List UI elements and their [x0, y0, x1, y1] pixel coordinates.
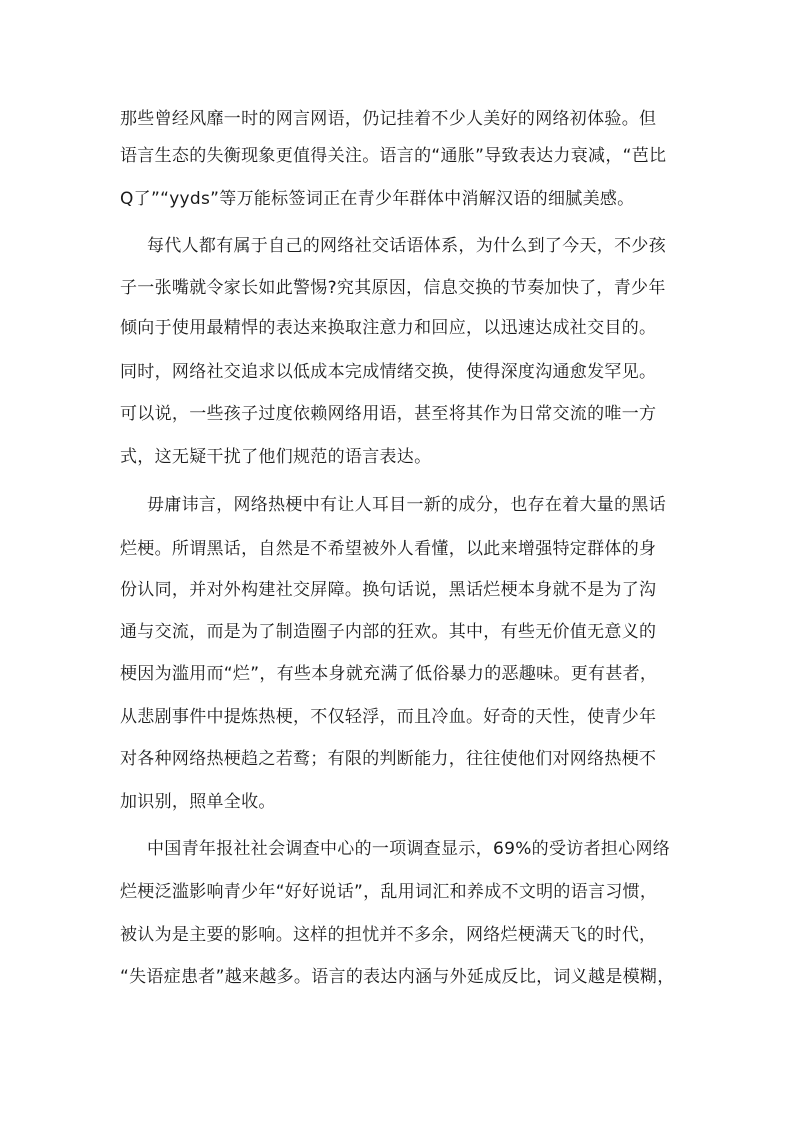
paragraph-4-line-3: 被认为是主要的影响。这样的担忧并不多余，网络烂梗满天飞的时代， — [120, 925, 657, 945]
paragraph-1-line-2: 语言生态的失衡现象更值得关注。语言的“通胀”导致表达力衰减，“芭比 — [120, 146, 667, 166]
paragraph-4-line-1: 中国青年报社社会调查中心的一项调查显示，69%的受访者担心网络 — [147, 839, 671, 859]
paragraph-3-line-1: 毋庸讳言，网络热梗中有让人耳目一新的成分，也存在着大量的黑话 — [147, 495, 666, 515]
paragraph-3-line-6: 从悲剧事件中提炼热梗，不仅轻浮，而且冷血。好奇的天性，使青少年 — [120, 707, 657, 727]
paragraph-3-line-4: 通与交流，而是为了制造圈子内部的狂欢。其中，有些无价值无意义的 — [120, 622, 657, 642]
paragraph-1-line-1: 那些曾经风靡一时的网言网语，仍记挂着不少人美好的网络初体验。但 — [120, 109, 657, 129]
paragraph-2-line-2: 子一张嘴就令家长如此警惕?究其原因，信息交换的节奏加快了，青少年 — [120, 278, 666, 298]
paragraph-4-line-2: 烂梗泛滥影响青少年“好好说话”，乱用词汇和养成不文明的语言习惯， — [120, 882, 658, 902]
paragraph-4-line-4: “失语症患者”越来越多。语言的表达内涵与外延成反比，词义越是模糊， — [120, 967, 675, 987]
paragraph-2-line-5: 可以说，一些孩子过度依赖网络用语，甚至将其作为日常交流的唯一方 — [120, 404, 657, 424]
paragraph-2-line-3: 倾向于使用最精悍的表达来换取注意力和回应，以迅速达成社交目的。 — [120, 318, 657, 338]
paragraph-3-line-3: 份认同，并对外构建社交屏障。换句话说，黑话烂梗本身就不是为了沟 — [120, 580, 657, 600]
paragraph-1-line-3: Q了”“yyds”等万能标签词正在青少年群体中消解汉语的细腻美感。 — [120, 189, 635, 209]
paragraph-2-line-4: 同时，网络社交追求以低成本完成情绪交换，使得深度沟通愈发罕见。 — [120, 362, 657, 382]
paragraph-3-line-8: 加识别，照单全收。 — [120, 792, 276, 812]
paragraph-3-line-2: 烂梗。所谓黑话，自然是不希望被外人看懂，以此来增强特定群体的身 — [120, 539, 657, 559]
paragraph-2-line-1: 每代人都有属于自己的网络社交话语体系，为什么到了今天，不少孩 — [147, 236, 666, 256]
paragraph-2-line-6: 式，这无疑干扰了他们规范的语言表达。 — [120, 447, 432, 467]
paragraph-3-line-5: 梗因为滥用而“烂”，有些本身就充满了低俗暴力的恶趣味。更有甚者， — [120, 664, 658, 684]
paragraph-3-line-7: 对各种网络热梗趋之若鹜；有限的判断能力，往往使他们对网络热梗不 — [120, 749, 657, 769]
